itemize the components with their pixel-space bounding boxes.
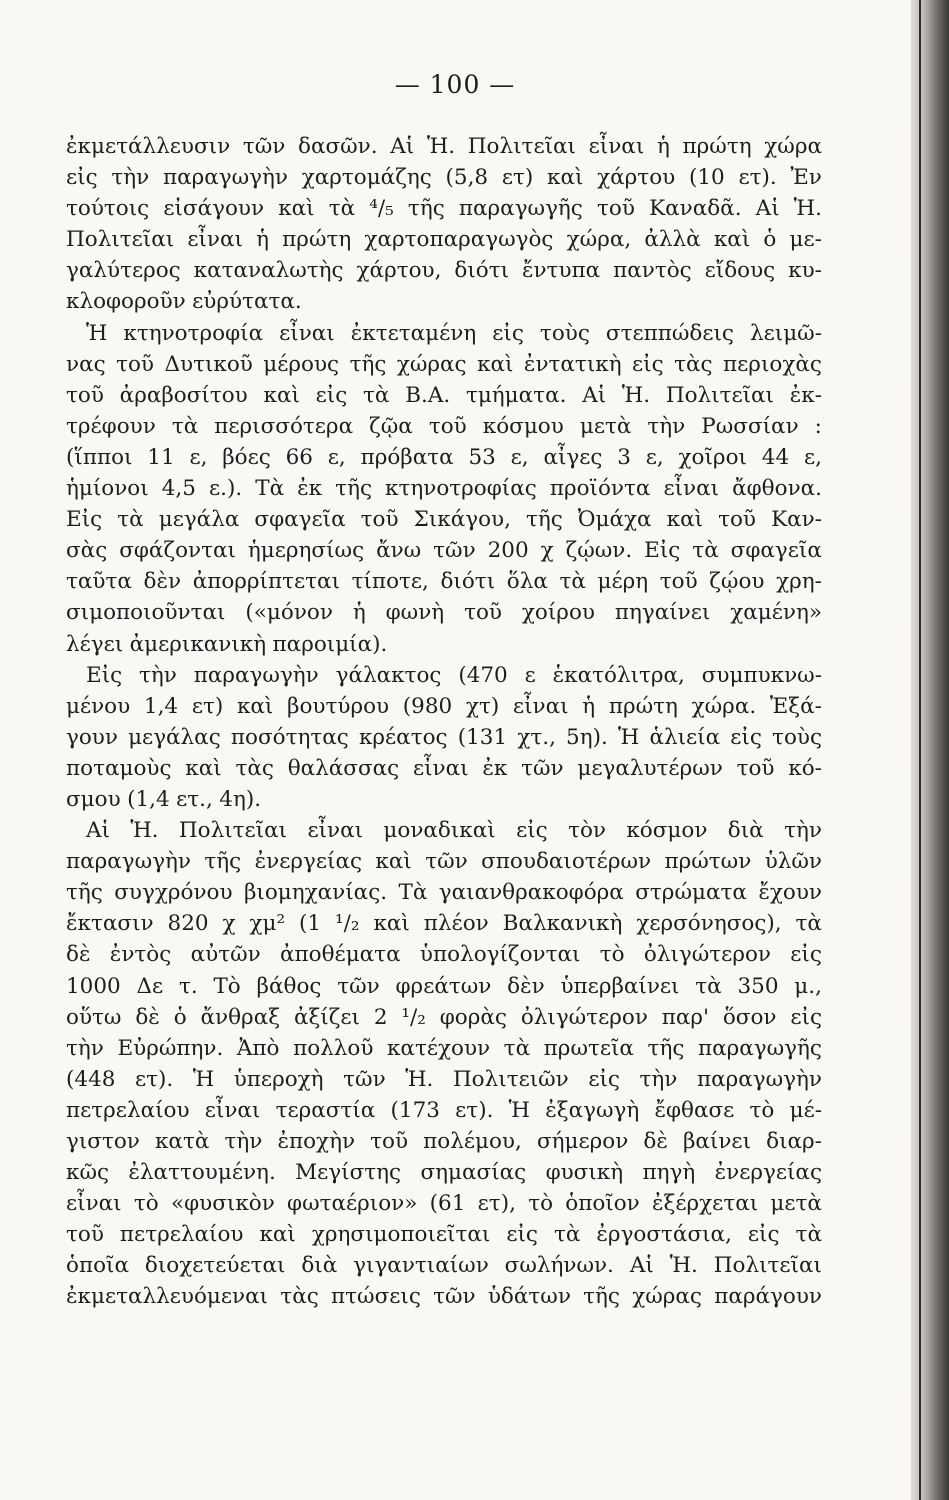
book-binding-shadow <box>911 0 949 1500</box>
text-line: νας τοῦ Δυτικοῦ μέρους τῆς χώρας καὶ ἐντατικὴ εἰς τὰς περιοχὰς <box>66 351 822 377</box>
text-line: ἐκμετάλλευσιν τῶν δασῶν. Αἱ Ἡ. Πολιτεῖαι εἶναι ἡ πρώτη χώρα <box>66 134 822 159</box>
text-line: τοῦ πετρελαίου καὶ χρησιμοποιεῖται εἰς τὰ ἐργοστάσια, εἰς τὰ <box>66 1222 822 1248</box>
text-line: ἐκμεταλλευόμεναι τὰς πτώσεις τῶν ὑδάτων τῆς χώρας παράγουν <box>66 1284 822 1310</box>
page-number: — 100 — <box>394 70 516 99</box>
text-line: εἶναι τὸ «φυσικὸν φωταέριον» (61 ετ), τὸ ὁποῖον ἐξέρχεται μετὰ <box>66 1191 822 1217</box>
text-line: τῆς συγχρόνου βιομηχανίας. Τὰ γαιανθρακοφόρα στρώματα ἔχουν <box>66 880 822 906</box>
text-line: ὁποῖα διοχετεύεται διὰ γιγαντιαίων σωλήνων. Αἱ Ἡ. Πολιτεῖαι <box>66 1253 822 1279</box>
text-line: Ἡ κτηνοτροφία εἶναι ἐκτεταμένη εἰς τοὺς στεππώδεις λειμῶ- <box>86 320 822 346</box>
book-binding-edge <box>919 0 921 1500</box>
text-line: δὲ ἐντὸς αὐτῶν ἀποθέματα ὑπολογίζονται τὸ ὀλιγώτερον εἰς <box>66 942 822 968</box>
text-line: τρέφουν τὰ περισσότερα ζῷα τοῦ κόσμου μετὰ τὴν Ρωσσίαν : <box>66 413 822 439</box>
text-line: 1000 Δε τ. Τὸ βάθος τῶν φρεάτων δὲν ὑπερβαίνει τὰ 350 μ., <box>66 973 822 999</box>
text-line: (ἵπποι 11 ε, βόες 66 ε, πρόβατα 53 ε, αἶγες 3 ε, χοῖροι 44 ε, <box>66 444 822 470</box>
paragraph <box>66 318 822 660</box>
text-line: σιμοποιοῦνται («μόνον ἡ φωνὴ τοῦ χοίρου πηγαίνει χαμένη» <box>66 600 822 626</box>
text-line: κῶς ἐλαττουμένη. Μεγίστης σημασίας φυσικὴ πηγὴ ἐνεργείας <box>66 1160 822 1186</box>
paragraph <box>66 131 822 318</box>
text-line: οὕτω δὲ ὁ ἄνθραξ ἀξίζει 2 ¹/₂ φορὰς ὀλιγώτερον παρ' ὅσον εἰς <box>66 1004 822 1030</box>
text-line: σὰς σφάζονται ἡμερησίως ἄνω τῶν 200 χ ζῴων. Εἰς τὰ σφαγεῖα <box>66 538 822 564</box>
text-line: πετρελαίου εἶναι τεραστία (173 ετ). Ἡ ἐξαγωγὴ ἔφθασε τὸ μέ- <box>66 1097 822 1123</box>
text-line: (448 ετ). Ἡ ὑπεροχὴ τῶν Ἡ. Πολιτειῶν εἰς τὴν παραγωγὴν <box>66 1066 822 1092</box>
text-line: γουν μεγάλας ποσότητας κρέατος (131 χτ., 5η). Ἡ ἁλιεία εἰς τοὺς <box>66 724 822 750</box>
text-line: Πολιτεῖαι εἶναι ἡ πρώτη χαρτοπαραγωγὸς χώρα, ἀλλὰ καὶ ὁ με- <box>66 227 822 253</box>
text-line: σμου (1,4 ετ., 4η). <box>66 786 262 812</box>
text-line: εἰς τὴν παραγωγὴν χαρτομάζης (5,8 ετ) καὶ χάρτου (10 ετ). Ἐν <box>66 165 822 191</box>
text-line: γαλύτερος καταναλωτὴς χάρτου, διότι ἔντυπα παντὸς εἴδους κυ- <box>66 258 822 284</box>
text-line: γιστον κατὰ τὴν ἐποχὴν τοῦ πολέμου, σήμερον δὲ βαίνει διαρ- <box>66 1129 822 1154</box>
text-line: ταῦτα δὲν ἀπορρίπτεται τίποτε, διότι ὅλα τὰ μέρη τοῦ ζῴου χρη- <box>66 569 822 595</box>
paragraph <box>66 660 822 815</box>
text-line: ποταμοὺς καὶ τὰς θαλάσσας εἶναι ἐκ τῶν μεγαλυτέρων τοῦ κό- <box>66 755 822 781</box>
text-line: κλοφοροῦν εὐρύτατα. <box>66 289 302 315</box>
text-line: μένου 1,4 ετ) καὶ βουτύρου (980 χτ) εἶναι ἡ πρώτη χώρα. Ἐξά- <box>66 693 822 719</box>
text-line: Εἰς τὰ μεγάλα σφαγεῖα τοῦ Σικάγου, τῆς Ὀμάχα καὶ τοῦ Καν- <box>66 507 822 533</box>
text-line: Αἱ Ἡ. Πολιτεῖαι εἶναι μοναδικαὶ εἰς τὸν κόσμον διὰ τὴν <box>86 818 822 844</box>
text-line: Εἰς τὴν παραγωγὴν γάλακτος (470 ε ἑκατόλιτρα, συμπυκνω- <box>86 662 822 688</box>
text-line: τοῦ ἀραβοσίτου καὶ εἰς τὰ Β.Α. τμήματα. Αἱ Ἡ. Πολιτεῖαι ἐκ- <box>66 382 822 408</box>
text-line: τούτοις εἰσάγουν καὶ τὰ ⁴/₅ τῆς παραγωγῆς τοῦ Καναδᾶ. Αἱ Ἡ. <box>66 196 822 222</box>
text-line: τὴν Εὐρώπην. Ἀπὸ πολλοῦ κατέχουν τὰ πρωτεῖα τῆς παραγωγῆς <box>66 1035 822 1061</box>
text-line: ἔκτασιν 820 χ χμ² (1 ¹/₂ καὶ πλέον Βαλκανικὴ χερσόνησος), τὰ <box>66 911 822 937</box>
text-line: παραγωγὴν τῆς ἐνεργείας καὶ τῶν σπουδαιοτέρων πρώτων ὑλῶν <box>66 849 822 875</box>
body-text <box>66 131 822 1313</box>
text-line: λέγει ἀμερικανικὴ παροιμία). <box>66 631 388 657</box>
paragraph <box>66 815 822 1313</box>
text-line: ἡμίονοι 4,5 ε.). Τὰ ἐκ τῆς κτηνοτροφίας προϊόντα εἶναι ἄφθονα. <box>66 476 822 502</box>
